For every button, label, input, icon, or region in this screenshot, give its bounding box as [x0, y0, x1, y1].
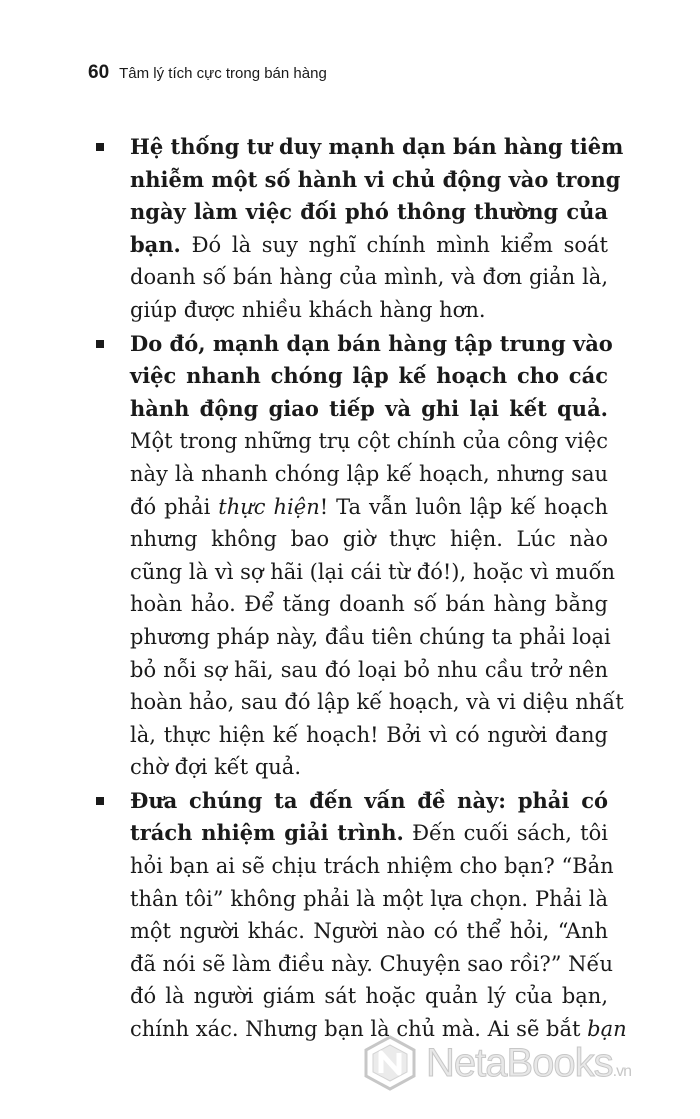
- text-line: [130, 328, 613, 361]
- text-line: [130, 294, 608, 327]
- text-line: [130, 883, 608, 916]
- text-line: [130, 458, 608, 491]
- text-line: [130, 817, 608, 850]
- text-line: [130, 164, 621, 197]
- bullet-item: [130, 328, 624, 784]
- text-line: [130, 980, 608, 1013]
- text-run: một người khác. Người nào có thể hỏi, “Anh: [130, 919, 608, 944]
- text-run: chính xác. Nhưng bạn là chủ mà. Ai sẽ bắt: [130, 1017, 588, 1042]
- bold-run: hành động giao tiếp và ghi lại kết quả.: [130, 395, 608, 421]
- bold-run: việc nhanh chóng lập kế hoạch cho các: [130, 363, 608, 389]
- text-line: [130, 425, 608, 458]
- text-line: [130, 360, 608, 393]
- text-run: ! Ta vẫn luôn lập kế hoạch: [319, 494, 609, 519]
- page-header: [88, 62, 327, 84]
- text-run: Đó là suy nghĩ chính mình kiểm soát: [180, 232, 608, 257]
- page-number: 60: [88, 62, 110, 83]
- text-run: hỏi bạn ai sẽ chịu trách nhiệm cho bạn? “Bản: [130, 854, 614, 879]
- text-run: cũng là vì sợ hãi (lại cái từ đó!), hoặc vì muốn: [130, 559, 616, 584]
- text-run: đó là người giám sát hoặc quản lý của bạn,: [130, 984, 608, 1009]
- running-title: Tâm lý tích cực trong bán hàng: [119, 65, 327, 82]
- italic-run: thực hiện: [218, 494, 320, 519]
- text-run: là, thực hiện kế hoạch! Bởi vì có người đang: [130, 722, 608, 747]
- bold-run: Đưa chúng ta đến vấn đề này: phải có: [130, 787, 608, 813]
- text-run: chờ đợi kết quả.: [130, 755, 302, 780]
- bold-run: Hệ thống tư duy mạnh dạn bán hàng tiêm: [130, 134, 624, 159]
- italic-run: bạn: [587, 1017, 627, 1042]
- text-run: nhưng không bao giờ thực hiện. Lúc nào: [130, 527, 608, 552]
- text-line: [130, 229, 608, 262]
- text-run: đã nói sẽ làm điều này. Chuyện sao rồi?” Nếu: [130, 951, 613, 976]
- bullet-square-icon: [96, 340, 104, 348]
- text-line: [130, 686, 624, 719]
- bold-run: nhiễm một số hành vi chủ động vào trong: [130, 166, 621, 192]
- text-run: Một trong những trụ cột chính của công việc: [130, 429, 608, 454]
- text-line: [130, 491, 608, 524]
- bullet-square-icon: [96, 143, 104, 151]
- text-line: [130, 719, 608, 752]
- text-run: hoàn hảo. Để tăng doanh số bán hàng bằng: [130, 592, 608, 617]
- text-line: [130, 196, 608, 229]
- text-run: hoàn hảo, sau đó lập kế hoạch, và vi diệu nhất: [130, 690, 624, 715]
- netabooks-logo-icon: [364, 1035, 416, 1091]
- text-line: [130, 393, 608, 426]
- text-line: [130, 621, 611, 654]
- text-line: [130, 915, 608, 948]
- text-line: [130, 751, 608, 784]
- bullet-item: [130, 131, 624, 327]
- body-text: [130, 131, 627, 1046]
- text-run: này là nhanh chóng lập kế hoạch, nhưng sau: [130, 461, 608, 486]
- text-line: [130, 785, 608, 818]
- text-line: [130, 523, 608, 556]
- watermark-suffix: .vn: [612, 1062, 632, 1080]
- text-line: [130, 131, 624, 164]
- text-line: [130, 588, 608, 621]
- text-run: bỏ nỗi sợ hãi, sau đó loại bỏ nhu cầu trở nên: [130, 657, 608, 682]
- bullet-item: [130, 785, 627, 1046]
- text-run: Đến cuối sách, tôi: [403, 821, 608, 846]
- text-line: [130, 261, 608, 294]
- bold-run: trách nhiệm giải trình.: [130, 820, 404, 846]
- text-run: đó phải: [130, 494, 219, 519]
- text-line: [130, 556, 616, 589]
- text-run: doanh số bán hàng của mình, và đơn giản là,: [130, 265, 608, 290]
- text-line: [130, 654, 608, 687]
- bold-run: Do đó, mạnh dạn bán hàng tập trung vào: [130, 330, 613, 356]
- text-run: thân tôi” không phải là một lựa chọn. Phải là: [130, 886, 608, 911]
- text-run: phương pháp này, đầu tiên chúng ta phải loại: [130, 624, 611, 649]
- bold-run: ngày làm việc đối phó thông thường của: [130, 199, 608, 225]
- bold-run: bạn.: [130, 231, 181, 257]
- watermark: [364, 1035, 631, 1091]
- watermark-text: NetaBooks.vn: [426, 1040, 632, 1085]
- text-line: [130, 850, 614, 883]
- text-run: giúp được nhiều khách hàng hơn.: [130, 297, 486, 322]
- text-line: [130, 948, 613, 981]
- bullet-square-icon: [96, 797, 104, 805]
